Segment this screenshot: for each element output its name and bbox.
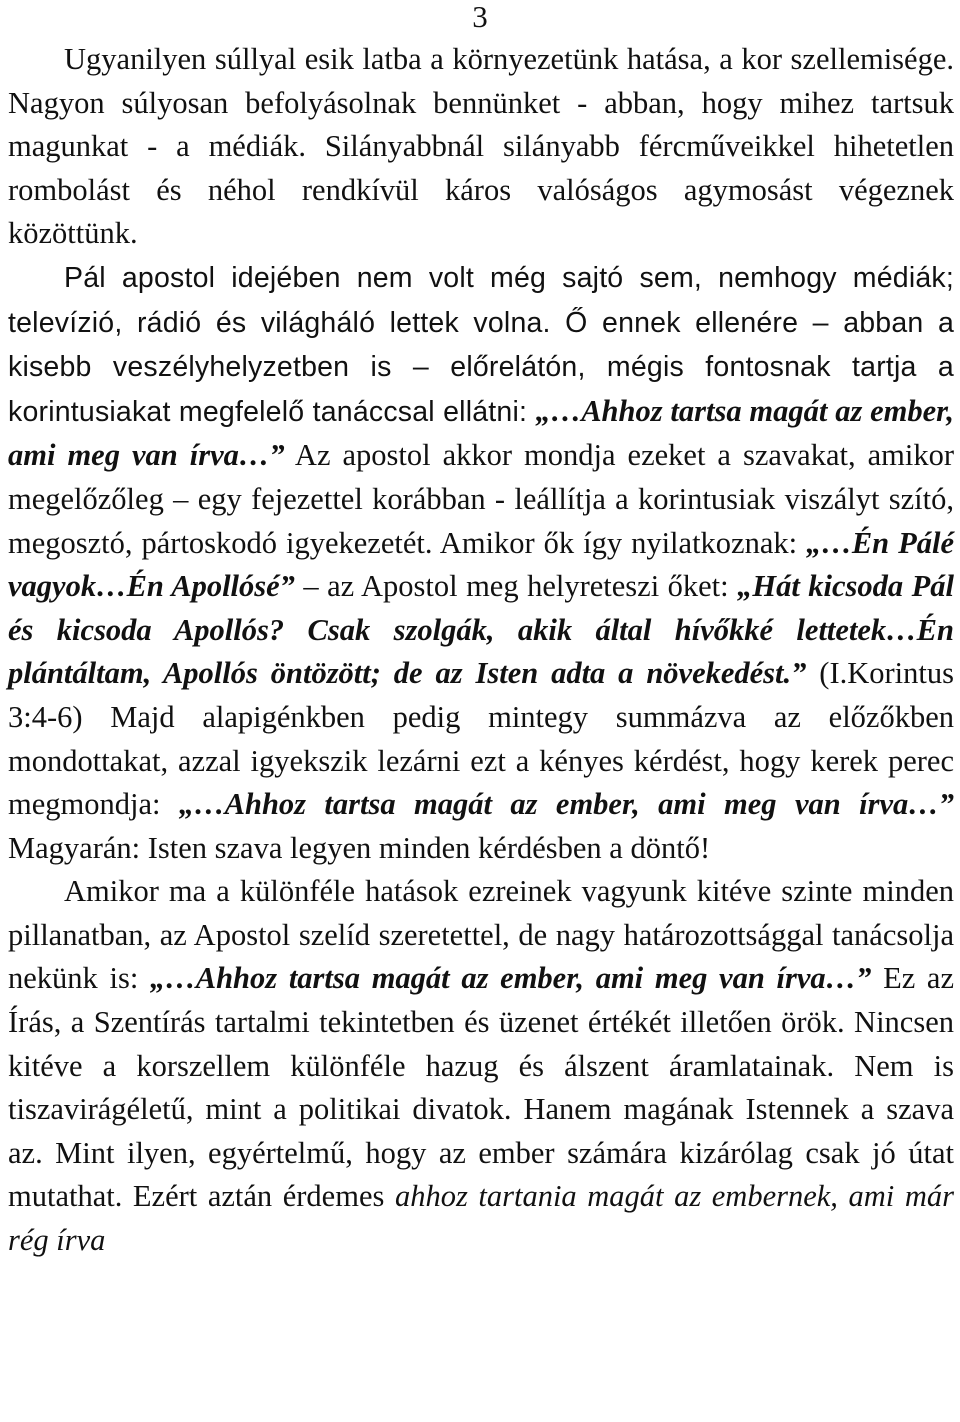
italic-phrase: ahhoz tartania magát az embernek, ami már rég írva: [8, 1179, 954, 1258]
bible-quote: „Hát kicsoda Pál és kicsoda Apollós? Csak szolgák, akik által hívőkké lettetek…Én plántáltam, Apollós öntözött; de az Isten adta a növekedést.”: [8, 569, 954, 691]
paragraph-text: Az apostol akkor mondja ezeket a szavakat, amikor megelőzőleg – egy fejezettel korábban - leállítja a korintusiak viszályt szító, megosztó, pártoskodó igyekezetét. Amikor ők így nyilatkoznak:: [8, 438, 954, 560]
paragraph-text: Pál apostol idejében nem volt még sajtó sem, nemhogy médiák; televízió, rádió és világháló lettek volna. Ő ennek ellenére – abban a kisebb veszélyhelyzetben is – előrelátón, mégis fontosnak tartja a korintusiakat megfelelő tanáccsal ellátni:: [8, 261, 954, 428]
paragraph-paul: [8, 256, 954, 870]
paragraph-text: Magyarán: Isten szava legyen minden kérdésben a döntő!: [8, 830, 711, 865]
paragraph-environment: [8, 38, 954, 256]
bible-quote: „…Ahhoz tartsa magát az ember, ami meg van írva…”: [8, 393, 954, 473]
paragraph-text: Ez az Írás, a Szentírás tartalmi tekintetben és üzenet értékét illetően örök. Nincsen kitéve a korszellem különféle hazug és álszent áramlatainak. Nem is tiszavirágéletű, mint a politikai divatok. Hanem magának Istennek a szava az. Mint ilyen, egyértelmű, hogy az ember számára kizárólag csak jó útat mutathat. Ezért aztán érdemes: [8, 961, 955, 1214]
paragraph-today: [8, 870, 954, 1262]
paragraph-text: (I.Korintus 3:4-6) Majd alapigénkben pedig mintegy summázva az előzőkben mondottakat, azzal igyekszik lezárni ezt a kényes kérdést, hogy kerek perec megmondja:: [8, 656, 954, 822]
page-number: 3: [472, 0, 488, 34]
bible-quote: „…Ahhoz tartsa magát az ember, ami meg van írva…”: [150, 961, 872, 996]
paragraph-text: Ugyanilyen súllyal esik latba a környezetünk hatása, a kor szellemisége. Nagyon súlyosan befolyásolnak bennünket - abban, hogy mihez tartsuk magunkat - a médiák. Silányabbnál silányabb fércműveikkel hihetetlen rombolást és néhol rendkívül káros valóságos agymosást végeznek közöttünk.: [8, 42, 954, 251]
bible-quote: „…Én Pálé vagyok…Én Apollósé”: [8, 525, 955, 604]
paragraph-text: – az Apostol meg helyreteszi őket:: [294, 569, 738, 604]
page-body: [8, 38, 954, 1263]
bible-quote: „…Ahhoz tartsa magát az ember, ami meg van írva…”: [178, 787, 954, 822]
paragraph-text: Amikor ma a különféle hatások ezreinek vagyunk kitéve szinte minden pillanatban, az Apostol szelíd szeretettel, de nagy határozottsággal tanácsolja nekünk is:: [8, 874, 954, 996]
